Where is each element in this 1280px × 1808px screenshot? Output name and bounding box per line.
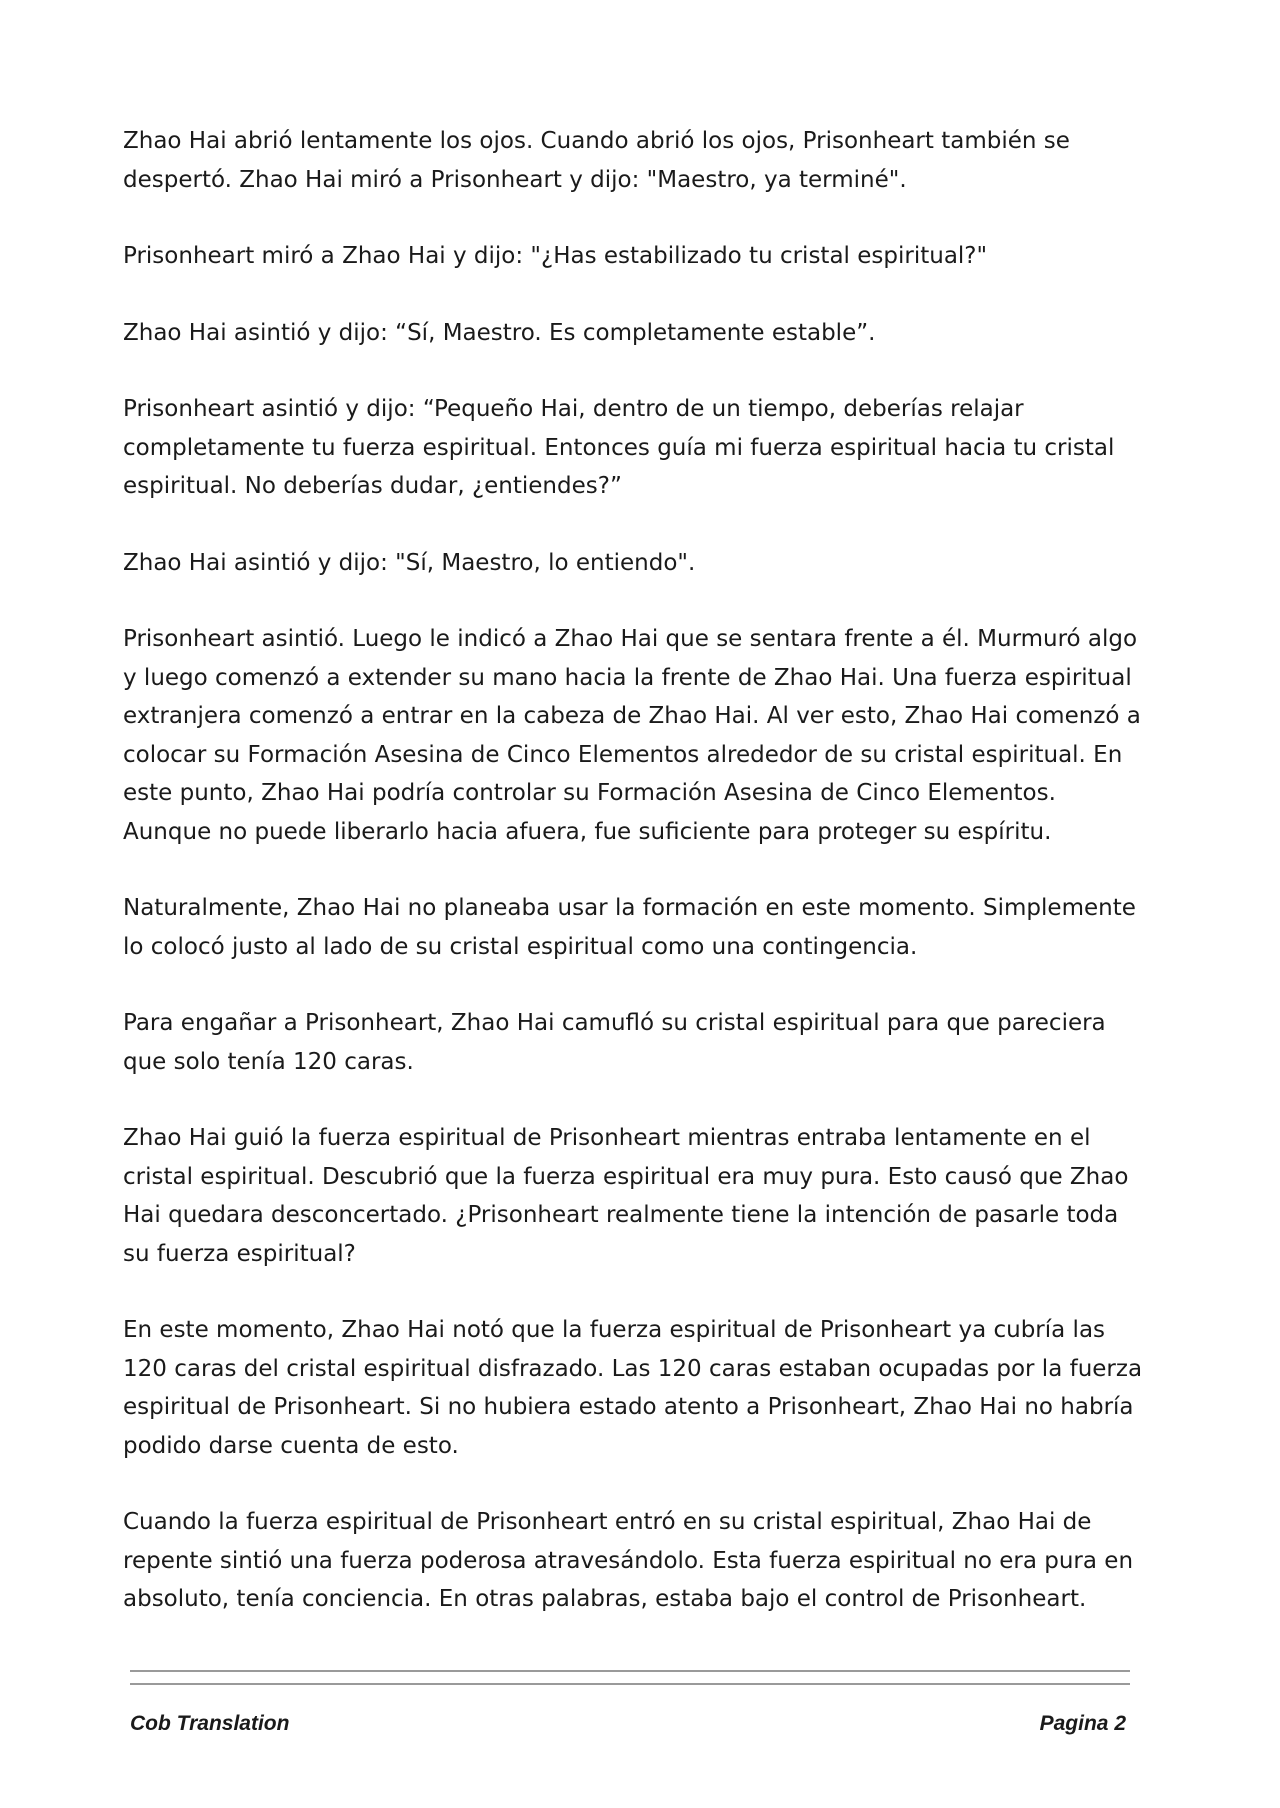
- document-body: [123, 122, 1143, 1657]
- paragraph-5: Zhao Hai asintió y dijo: "Sí, Maestro, lo entiendo".: [123, 549, 696, 576]
- footer-divider-top: [130, 1670, 1130, 1672]
- paragraph-8: Para engañar a Prisonheart, Zhao Hai camufló su cristal espiritual para que pareciera que solo tenía 120 caras.: [123, 1010, 1106, 1075]
- paragraph-4: Prisonheart asintió y dijo: “Pequeño Hai, dentro de un tiempo, deberías relajar completamente tu fuerza espiritual. Entonces guía mi fuerza espiritual hacia tu cristal espiritual. No deberías dudar, ¿entiendes?”: [123, 396, 1115, 499]
- page-footer: [130, 1712, 1126, 1746]
- paragraph-1: Zhao Hai abrió lentamente los ojos. Cuando abrió los ojos, Prisonheart también se despertó. Zhao Hai miró a Prisonheart y dijo: "Maestro, ya terminé".: [123, 128, 1070, 193]
- paragraph-11: Cuando la fuerza espiritual de Prisonheart entró en su cristal espiritual, Zhao Hai de repente sintió una fuerza poderosa atravesándolo. Esta fuerza espiritual no era pura en absoluto, tenía conciencia. En otras palabras, estaba bajo el control de Prisonheart.: [123, 1509, 1134, 1612]
- paragraph-9: Zhao Hai guió la fuerza espiritual de Prisonheart mientras entraba lentamente en el cristal espiritual. Descubrió que la fuerza espiritual era muy pura. Esto causó que Zhao Hai quedara desconcertado. ¿Prisonheart realmente tiene la intención de pasarle toda su fuerza espiritual?: [123, 1125, 1129, 1267]
- paragraph-2: Prisonheart miró a Zhao Hai y dijo: "¿Has estabilizado tu cristal espiritual?": [123, 243, 988, 269]
- footer-page-number: Pagina 2: [1039, 1712, 1126, 1735]
- paragraph-7: Naturalmente, Zhao Hai no planeaba usar la formación en este momento. Simplemente lo colocó justo al lado de su cristal espiritual como una contingencia.: [123, 895, 1136, 960]
- paragraph-3: Zhao Hai asintió y dijo: “Sí, Maestro. Es completamente estable”.: [123, 319, 876, 346]
- footer-divider-bottom: [130, 1683, 1130, 1685]
- paragraph-6: Prisonheart asintió. Luego le indicó a Zhao Hai que se sentara frente a él. Murmuró algo y luego comenzó a extender su mano hacia la frente de Zhao Hai. Una fuerza espiritual extranjera comenzó a entrar en la cabeza de Zhao Hai. Al ver esto, Zhao Hai comenzó a colocar su Formación Asesina de Cinco Elementos alrededor de su cristal espiritual. En este punto, Zhao Hai podría controlar su Formación Asesina de Cinco Elementos. Aunque no puede liberarlo hacia afuera, fue suficiente para proteger su espíritu.: [123, 626, 1141, 845]
- paragraph-10: En este momento, Zhao Hai notó que la fuerza espiritual de Prisonheart ya cubría las 120 caras del cristal espiritual disfrazado. Las 120 caras estaban ocupadas por la fuerza espiritual de Prisonheart. Si no hubiera estado atento a Prisonheart, Zhao Hai no habría podido darse cuenta de esto.: [123, 1317, 1143, 1459]
- footer-translator-credit: Cob Translation: [130, 1712, 290, 1735]
